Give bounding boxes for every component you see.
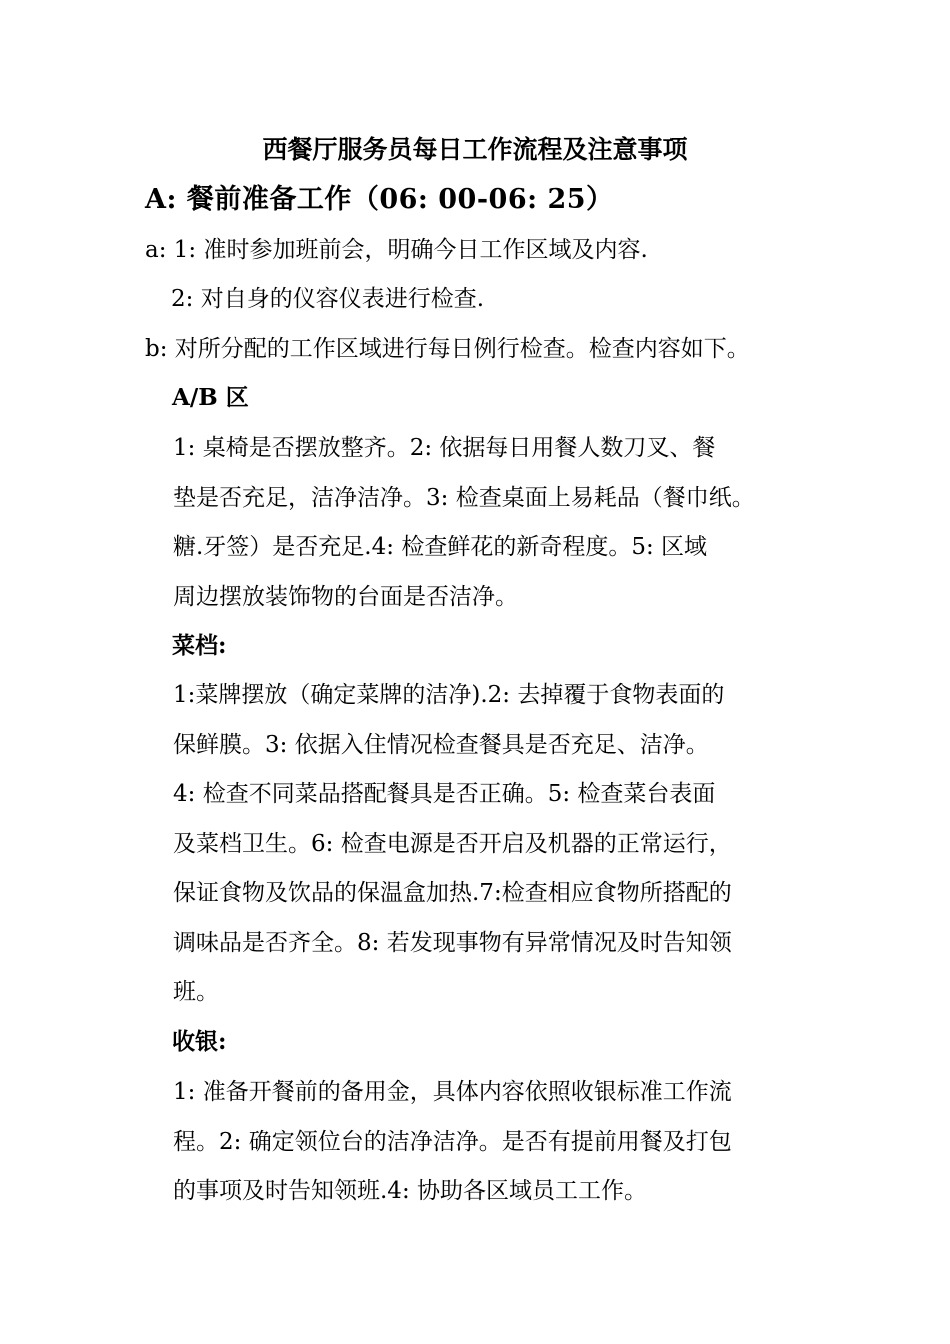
area-ab-line: 糖.牙签）是否充足.4: 检查鲜花的新奇程度。5: 区域 (173, 534, 708, 560)
section-a-heading: A: 餐前准备工作（06: 00-06: 25） (145, 184, 614, 215)
area-dish-line: 调味品是否齐全。8: 若发现事物有异常情况及时告知领 (173, 929, 732, 956)
area-cashier-paragraph (173, 1068, 833, 1217)
area-dish-line: 保鲜膜。3: 依据入住情况检查餐具是否充足、洁净。 (173, 731, 709, 758)
area-dish-line: 班。 (173, 979, 219, 1005)
item-a-2: 2: 对自身的仪容仪表进行检查. (171, 286, 485, 312)
area-cashier-heading: 收银: (172, 1028, 227, 1055)
area-cashier-line: 程。2: 确定领位台的洁净洁净。是否有提前用餐及打包 (173, 1128, 732, 1155)
area-cashier-line: 1: 准备开餐前的备用金，具体内容依照收银标准工作流 (173, 1079, 732, 1105)
area-dish-line: 1:菜牌摆放（确定菜牌的洁净).2: 去掉覆于食物表面的 (173, 682, 725, 708)
item-b: b: 对所分配的工作区域进行每日例行检查。检查内容如下。 (145, 336, 750, 362)
area-ab-paragraph (173, 424, 833, 622)
area-dish-line: 及菜档卫生。6: 检查电源是否开启及机器的正常运行， (173, 830, 732, 857)
area-dish-paragraph (173, 671, 833, 1018)
area-dish-line: 4: 检查不同菜品搭配餐具是否正确。5: 检查菜台表面 (173, 781, 716, 807)
area-cashier-line: 的事项及时告知领班.4: 协助各区域员工工作。 (173, 1178, 648, 1204)
area-dish-line: 保证食物及饮品的保温盒加热.7:检查相应食物所搭配的 (173, 880, 732, 906)
area-ab-line: 周边摆放装饰物的台面是否洁净。 (173, 583, 518, 610)
area-dish-heading: 菜档: (172, 632, 227, 659)
document-title: 西餐厅服务员每日工作流程及注意事项 (262, 135, 688, 164)
area-ab-line: 垫是否充足，洁净洁净。3: 检查桌面上易耗品（餐巾纸。 (173, 484, 755, 511)
area-ab-heading: A/B 区 (172, 384, 249, 411)
area-ab-line: 1: 桌椅是否摆放整齐。2: 依据每日用餐人数刀叉、餐 (173, 435, 716, 461)
item-a-1: a: 1: 准时参加班前会，明确今日工作区域及内容. (145, 237, 648, 263)
